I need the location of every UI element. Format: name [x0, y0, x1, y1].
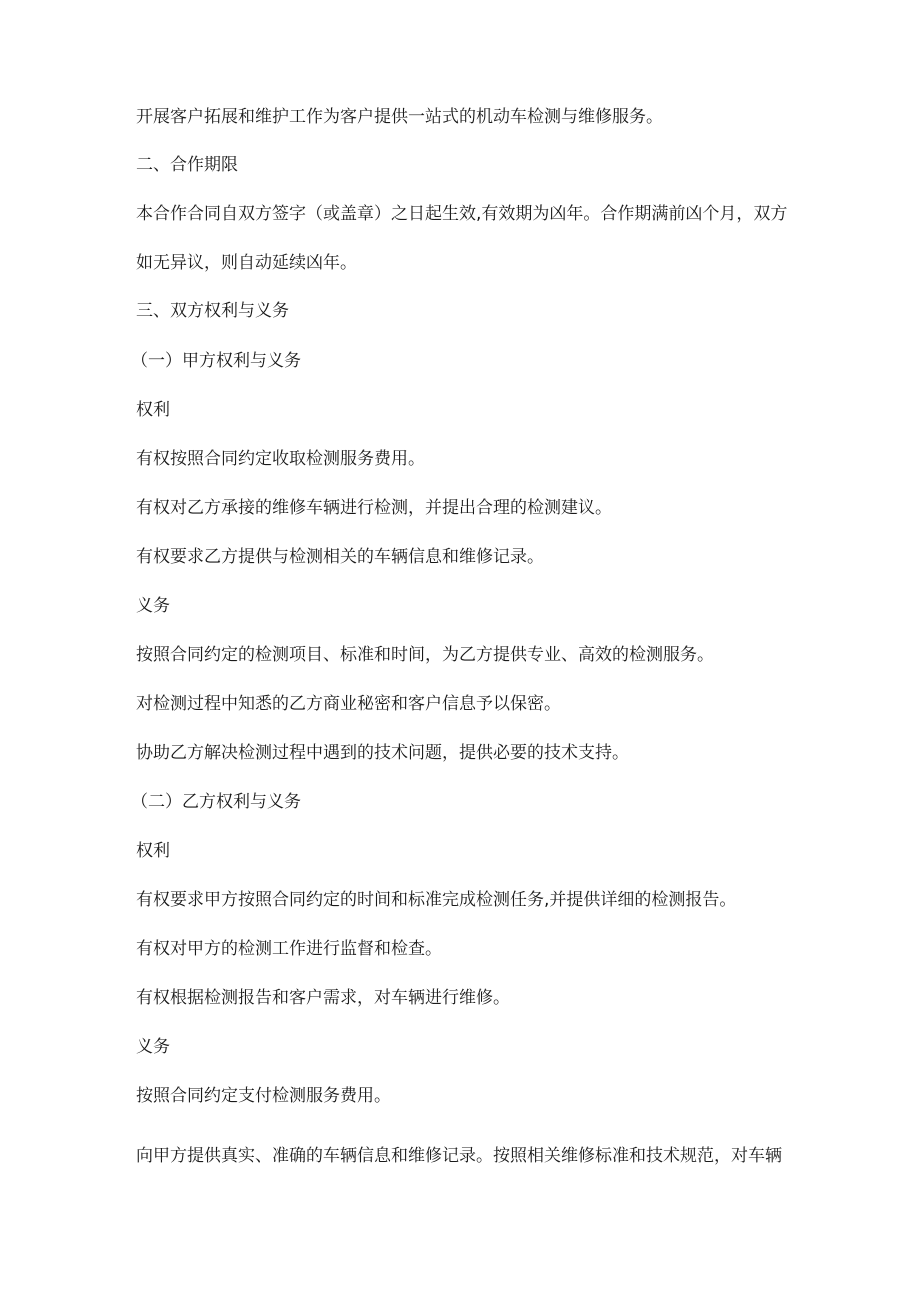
party-a-right-item: 有权要求乙方提供与检测相关的车辆信息和维修记录。	[136, 547, 544, 567]
paragraph-validity-term-continued: 如无异议，则自动延续凶年。	[136, 253, 357, 273]
section-heading-rights-obligations: 三、双方权利与义务	[136, 301, 289, 321]
party-b-right-item: 有权根据检测报告和客户需求，对车辆进行维修。	[136, 988, 510, 1008]
subsection-heading-party-a: （一）甲方权利与义务	[131, 351, 301, 371]
label-party-b-rights: 权利	[136, 841, 170, 861]
subsection-heading-party-b: （二）乙方权利与义务	[131, 792, 301, 812]
label-party-a-rights: 权利	[136, 400, 170, 420]
paragraph-service-scope: 开展客户拓展和维护工作为客户提供一站式的机动车检测与维修服务。	[136, 107, 663, 127]
party-a-obligation-item: 对检测过程中知悉的乙方商业秘密和客户信息予以保密。	[136, 694, 561, 714]
label-party-a-obligations: 义务	[136, 596, 170, 616]
paragraph-validity-term: 本合作合同自双方签字（或盖章）之日起生效,有效期为凶年。合作期满前凶个月，双方	[136, 204, 788, 224]
party-a-right-item: 有权对乙方承接的维修车辆进行检测，并提出合理的检测建议。	[136, 498, 612, 518]
party-b-right-item: 有权对甲方的检测工作进行监督和检查。	[136, 939, 442, 959]
party-a-obligation-item: 按照合同约定的检测项目、标准和时间，为乙方提供专业、高效的检测服务。	[136, 645, 714, 665]
party-a-right-item: 有权按照合同约定收取检测服务费用。	[136, 449, 425, 469]
party-b-obligation-item: 按照合同约定支付检测服务费用。	[136, 1086, 391, 1106]
party-a-obligation-item: 协助乙方解决检测过程中遇到的技术问题，提供必要的技术支持。	[136, 743, 629, 763]
label-party-b-obligations: 义务	[136, 1037, 170, 1057]
section-heading-cooperation-period: 二、合作期限	[136, 155, 238, 175]
party-b-right-item: 有权要求甲方按照合同约定的时间和标准完成检测任务,并提供详细的检测报告。	[136, 890, 737, 910]
party-b-obligation-item: 向甲方提供真实、准确的车辆信息和维修记录。按照相关维修标准和技术规范，对车辆	[136, 1146, 782, 1166]
